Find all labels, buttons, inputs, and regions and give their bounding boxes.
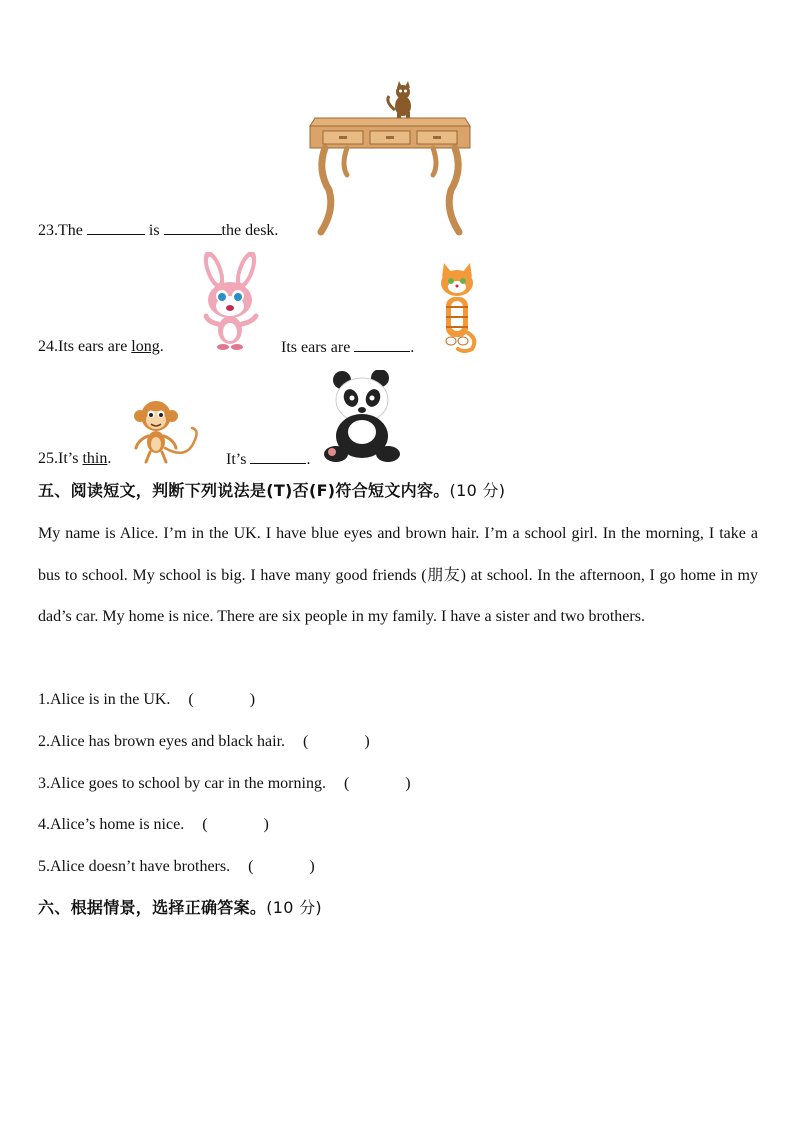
- q24-number: 24.: [38, 338, 58, 355]
- tf-item-5-text: 5.Alice doesn’t have brothers.: [38, 858, 231, 875]
- tf-item-5-answer-box[interactable]: ( ): [248, 858, 315, 875]
- orange-cat-icon: [441, 263, 474, 351]
- question-23: [38, 220, 278, 241]
- section-6-heading: [38, 898, 322, 918]
- q25-underlined-word: thin: [82, 450, 108, 467]
- q25-number: 25.: [38, 450, 58, 467]
- panda-illustration: [322, 370, 402, 464]
- q25-second: It’s: [226, 451, 247, 468]
- tf-item-4: [38, 815, 269, 835]
- q23-number: 23.: [38, 222, 58, 239]
- q25-end: .: [306, 451, 311, 468]
- q23-tail: the desk.: [221, 222, 279, 239]
- q24-end: .: [410, 339, 415, 356]
- tf-item-2-answer-box[interactable]: ( ): [303, 733, 370, 750]
- section-5-score: (10 分): [449, 481, 506, 500]
- question-24: [38, 337, 164, 357]
- q23-the: The: [58, 222, 83, 239]
- tf-item-2-text: 2.Alice has brown eyes and black hair.: [38, 733, 286, 750]
- q25-dot: .: [107, 450, 112, 467]
- section-6-title: 六、根据情景，选择正确答案。: [38, 898, 267, 917]
- tf-item-3: [38, 774, 411, 794]
- q24-dot: .: [159, 338, 164, 355]
- cat-illustration: [434, 263, 480, 355]
- question-25: [38, 449, 111, 469]
- cat-on-desk-icon: [388, 81, 411, 120]
- section-5-title-t: (T): [266, 481, 293, 500]
- tf-item-4-text: 4.Alice’s home is nice.: [38, 816, 185, 833]
- section-5-heading: [38, 481, 505, 501]
- section-5-title-c: 符合短文内容。: [335, 481, 450, 500]
- q23-is: is: [148, 222, 160, 239]
- q24-second: Its ears are: [281, 339, 351, 356]
- tf-item-5: [38, 857, 315, 877]
- tf-item-1: [38, 690, 255, 710]
- panda-icon: [324, 370, 400, 462]
- monkey-illustration: [130, 398, 206, 464]
- tf-item-2: [38, 732, 370, 752]
- reading-passage: My name is Alice. I’m in the UK. I have blue eyes and brown hair. I’m a school girl. In the morning, I take a bus to school. My school is big. I have many good friends (朋友) at school. In the afternoon, I go home in my dad’s car. My home is nice. There are six people in my family. I have a sister and two brothers.: [38, 525, 758, 625]
- rabbit-icon: [200, 252, 261, 350]
- q23-blank-1[interactable]: [87, 220, 145, 235]
- section-6-score: (10 分): [266, 898, 322, 917]
- tf-item-3-text: 3.Alice goes to school by car in the morning.: [38, 775, 326, 792]
- q24-lead: Its ears are: [58, 338, 128, 355]
- section-5-title-a: 五、阅读短文，判断下列说法是: [38, 481, 267, 500]
- q24-blank[interactable]: [354, 337, 410, 352]
- section-5-title-f: (F): [308, 481, 336, 500]
- tf-item-1-answer-box[interactable]: ( ): [188, 691, 256, 708]
- q23-blank-2[interactable]: [164, 220, 222, 235]
- q25-lead: It’s: [58, 450, 79, 467]
- rabbit-illustration: [190, 252, 270, 352]
- tf-item-3-answer-box[interactable]: ( ): [343, 775, 411, 792]
- question-24-answer: [281, 337, 414, 358]
- question-25-answer: [226, 449, 310, 470]
- tf-item-1-text: 1.Alice is in the UK.: [38, 691, 171, 708]
- q25-blank[interactable]: [250, 449, 306, 464]
- desk-with-cat-illustration: [305, 80, 475, 240]
- tf-item-4-answer-box[interactable]: ( ): [202, 816, 269, 833]
- q24-underlined-word: long: [131, 338, 160, 355]
- monkey-icon: [134, 401, 197, 462]
- section-5-title-b: 否: [292, 481, 309, 500]
